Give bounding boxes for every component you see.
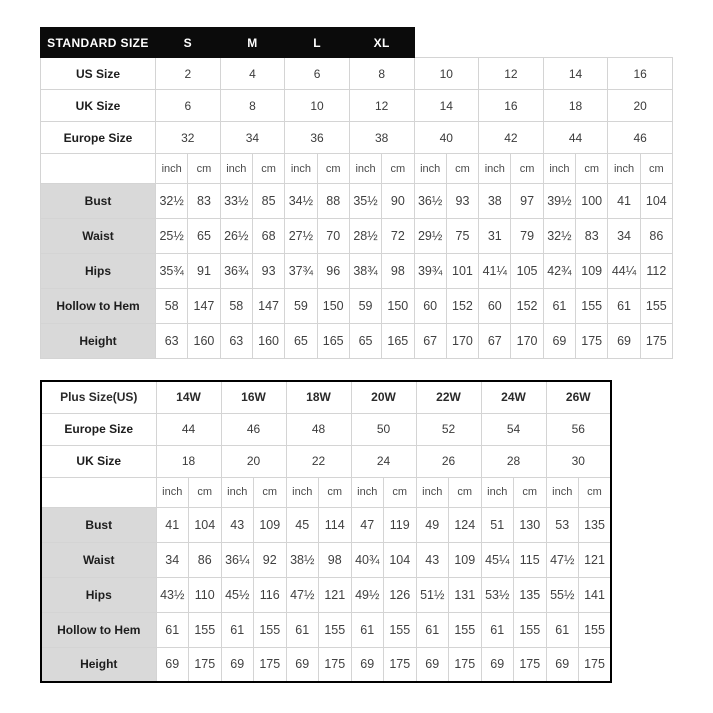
measurement-value: 32½ xyxy=(156,184,188,219)
measurement-value: 29½ xyxy=(414,219,446,254)
size-value: 32 xyxy=(156,122,221,154)
size-value: 44 xyxy=(543,122,608,154)
measurement-value: 155 xyxy=(640,289,672,324)
measurement-value: 61 xyxy=(543,289,575,324)
measurement-row xyxy=(41,612,611,647)
measurement-value: 150 xyxy=(317,289,349,324)
size-value: 14 xyxy=(414,90,479,122)
row-label: Hips xyxy=(41,577,156,612)
measurement-value: 61 xyxy=(416,612,449,647)
size-value: 10 xyxy=(285,90,350,122)
size-value: 24 xyxy=(351,445,416,477)
measurement-value: 37¾ xyxy=(285,254,317,289)
unit-label: inch xyxy=(156,154,188,184)
measurement-value: 175 xyxy=(384,647,417,682)
measurement-value: 165 xyxy=(382,324,414,359)
unit-label: inch xyxy=(221,477,254,507)
unit-label: cm xyxy=(252,154,284,184)
measurement-value: 40¾ xyxy=(351,542,384,577)
measurement-value: 67 xyxy=(479,324,511,359)
measurement-value: 85 xyxy=(252,184,284,219)
measurement-value: 155 xyxy=(449,612,482,647)
standard-grid xyxy=(40,27,673,359)
measurement-value: 69 xyxy=(543,324,575,359)
size-value: 10 xyxy=(414,58,479,90)
unit-label: cm xyxy=(319,477,352,507)
measurement-row xyxy=(41,219,673,254)
unit-label: inch xyxy=(351,477,384,507)
measurement-value: 34 xyxy=(608,219,640,254)
measurement-value: 105 xyxy=(511,254,543,289)
measurement-value: 28½ xyxy=(349,219,381,254)
measurement-value: 69 xyxy=(481,647,514,682)
measurement-value: 88 xyxy=(317,184,349,219)
row-label: Hollow to Hem xyxy=(41,289,156,324)
table-title: STANDARD SIZE xyxy=(41,28,156,58)
row-label: Plus Size(US) xyxy=(41,381,156,413)
size-value: 26W xyxy=(546,381,611,413)
measurement-value: 147 xyxy=(252,289,284,324)
unit-label: cm xyxy=(317,154,349,184)
measurement-value: 45¼ xyxy=(481,542,514,577)
measurement-value: 126 xyxy=(384,577,417,612)
size-value: 40 xyxy=(414,122,479,154)
measurement-value: 61 xyxy=(156,612,189,647)
unit-label: inch xyxy=(414,154,446,184)
measurement-value: 110 xyxy=(189,577,222,612)
measurement-value: 38½ xyxy=(286,542,319,577)
size-value: 30 xyxy=(546,445,611,477)
unit-label: cm xyxy=(514,477,547,507)
row-label: Waist xyxy=(41,219,156,254)
measurement-value: 67 xyxy=(414,324,446,359)
measurement-value: 43 xyxy=(416,542,449,577)
size-value: 14 xyxy=(543,58,608,90)
measurement-value: 155 xyxy=(254,612,287,647)
measurement-value: 90 xyxy=(382,184,414,219)
measurement-value: 124 xyxy=(449,507,482,542)
measurement-value: 53 xyxy=(546,507,579,542)
measurement-value: 58 xyxy=(220,289,252,324)
measurement-value: 47½ xyxy=(286,577,319,612)
measurement-value: 141 xyxy=(579,577,612,612)
measurement-value: 170 xyxy=(446,324,478,359)
size-group-label: L xyxy=(285,28,350,58)
size-value: 36 xyxy=(285,122,350,154)
unit-label: cm xyxy=(449,477,482,507)
measurement-value: 100 xyxy=(576,184,608,219)
measurement-value: 121 xyxy=(579,542,612,577)
measurement-value: 152 xyxy=(511,289,543,324)
measurement-value: 36¾ xyxy=(220,254,252,289)
size-group-label: S xyxy=(156,28,221,58)
size-value: 38 xyxy=(349,122,414,154)
row-label xyxy=(41,154,156,184)
size-value: 20 xyxy=(221,445,286,477)
measurement-value: 31 xyxy=(479,219,511,254)
size-row xyxy=(41,122,673,154)
measurement-value: 160 xyxy=(252,324,284,359)
measurement-value: 58 xyxy=(156,289,188,324)
measurement-value: 59 xyxy=(349,289,381,324)
measurement-value: 175 xyxy=(449,647,482,682)
row-label: Bust xyxy=(41,507,156,542)
table-header-row xyxy=(41,28,673,58)
measurement-value: 121 xyxy=(319,577,352,612)
measurement-value: 109 xyxy=(576,254,608,289)
measurement-value: 41 xyxy=(156,507,189,542)
size-value: 2 xyxy=(156,58,221,90)
measurement-value: 86 xyxy=(189,542,222,577)
size-value: 20W xyxy=(351,381,416,413)
unit-label: cm xyxy=(189,477,222,507)
measurement-row xyxy=(41,647,611,682)
measurement-value: 61 xyxy=(351,612,384,647)
measurement-value: 116 xyxy=(254,577,287,612)
row-label: Hips xyxy=(41,254,156,289)
unit-label: inch xyxy=(156,477,189,507)
measurement-value: 44¼ xyxy=(608,254,640,289)
size-value: 48 xyxy=(286,413,351,445)
measurement-value: 175 xyxy=(640,324,672,359)
measurement-value: 155 xyxy=(319,612,352,647)
measurement-value: 109 xyxy=(254,507,287,542)
measurement-value: 27½ xyxy=(285,219,317,254)
measurement-value: 160 xyxy=(188,324,220,359)
size-value: 50 xyxy=(351,413,416,445)
size-value: 18W xyxy=(286,381,351,413)
measurement-value: 39½ xyxy=(543,184,575,219)
unit-label: inch xyxy=(481,477,514,507)
measurement-value: 51 xyxy=(481,507,514,542)
row-label: UK Size xyxy=(41,445,156,477)
unit-label: cm xyxy=(254,477,287,507)
row-label: UK Size xyxy=(41,90,156,122)
row-label: Height xyxy=(41,647,156,682)
measurement-value: 86 xyxy=(640,219,672,254)
measurement-value: 101 xyxy=(446,254,478,289)
measurement-value: 61 xyxy=(608,289,640,324)
unit-label: inch xyxy=(608,154,640,184)
measurement-value: 42¾ xyxy=(543,254,575,289)
measurement-value: 175 xyxy=(319,647,352,682)
measurement-value: 98 xyxy=(382,254,414,289)
size-value: 12 xyxy=(349,90,414,122)
measurement-value: 39¾ xyxy=(414,254,446,289)
measurement-value: 36½ xyxy=(414,184,446,219)
unit-label: inch xyxy=(416,477,449,507)
row-label: Bust xyxy=(41,184,156,219)
row-label: Height xyxy=(41,324,156,359)
size-value: 20 xyxy=(608,90,673,122)
measurement-value: 150 xyxy=(382,289,414,324)
row-label: Hollow to Hem xyxy=(41,612,156,647)
size-value: 16 xyxy=(479,90,544,122)
measurement-value: 34 xyxy=(156,542,189,577)
measurement-value: 59 xyxy=(285,289,317,324)
size-value: 4 xyxy=(220,58,285,90)
measurement-value: 152 xyxy=(446,289,478,324)
measurement-value: 147 xyxy=(188,289,220,324)
plus-size-table xyxy=(40,380,612,683)
measurement-value: 109 xyxy=(449,542,482,577)
measurement-value: 175 xyxy=(514,647,547,682)
measurement-value: 53½ xyxy=(481,577,514,612)
standard-size-table xyxy=(40,27,673,359)
measurement-value: 83 xyxy=(188,184,220,219)
measurement-value: 135 xyxy=(579,507,612,542)
size-row xyxy=(41,445,611,477)
measurement-value: 69 xyxy=(351,647,384,682)
measurement-value: 41 xyxy=(608,184,640,219)
size-group-label: M xyxy=(220,28,285,58)
measurement-row xyxy=(41,184,673,219)
measurement-row xyxy=(41,577,611,612)
size-value: 34 xyxy=(220,122,285,154)
size-value: 54 xyxy=(481,413,546,445)
units-row xyxy=(41,477,611,507)
measurement-value: 170 xyxy=(511,324,543,359)
measurement-row xyxy=(41,289,673,324)
measurement-value: 175 xyxy=(254,647,287,682)
unit-label: cm xyxy=(188,154,220,184)
unit-label: inch xyxy=(543,154,575,184)
measurement-value: 114 xyxy=(319,507,352,542)
measurement-row xyxy=(41,507,611,542)
measurement-value: 49½ xyxy=(351,577,384,612)
measurement-value: 70 xyxy=(317,219,349,254)
size-value: 26 xyxy=(416,445,481,477)
unit-label: inch xyxy=(546,477,579,507)
measurement-value: 175 xyxy=(189,647,222,682)
unit-label: inch xyxy=(349,154,381,184)
measurement-value: 55½ xyxy=(546,577,579,612)
unit-label: cm xyxy=(446,154,478,184)
measurement-value: 155 xyxy=(514,612,547,647)
measurement-value: 175 xyxy=(576,324,608,359)
row-label: Waist xyxy=(41,542,156,577)
size-value: 8 xyxy=(349,58,414,90)
measurement-value: 112 xyxy=(640,254,672,289)
measurement-value: 35¾ xyxy=(156,254,188,289)
size-value: 28 xyxy=(481,445,546,477)
measurement-value: 41¼ xyxy=(479,254,511,289)
measurement-value: 69 xyxy=(156,647,189,682)
measurement-value: 104 xyxy=(640,184,672,219)
size-value: 52 xyxy=(416,413,481,445)
unit-label: inch xyxy=(285,154,317,184)
size-value: 42 xyxy=(479,122,544,154)
measurement-value: 38¾ xyxy=(349,254,381,289)
measurement-value: 69 xyxy=(608,324,640,359)
measurement-value: 98 xyxy=(319,542,352,577)
measurement-value: 45½ xyxy=(221,577,254,612)
measurement-value: 47 xyxy=(351,507,384,542)
measurement-value: 92 xyxy=(254,542,287,577)
measurement-row xyxy=(41,324,673,359)
unit-label: inch xyxy=(479,154,511,184)
unit-label: cm xyxy=(382,154,414,184)
size-value: 6 xyxy=(156,90,221,122)
measurement-value: 65 xyxy=(285,324,317,359)
measurement-value: 155 xyxy=(189,612,222,647)
measurement-value: 97 xyxy=(511,184,543,219)
measurement-value: 33½ xyxy=(220,184,252,219)
measurement-value: 79 xyxy=(511,219,543,254)
size-value: 22W xyxy=(416,381,481,413)
measurement-value: 49 xyxy=(416,507,449,542)
measurement-value: 130 xyxy=(514,507,547,542)
size-group-label: XL xyxy=(349,28,414,58)
measurement-value: 47½ xyxy=(546,542,579,577)
measurement-value: 61 xyxy=(546,612,579,647)
measurement-value: 35½ xyxy=(349,184,381,219)
measurement-value: 131 xyxy=(449,577,482,612)
size-value: 22 xyxy=(286,445,351,477)
unit-label: cm xyxy=(576,154,608,184)
measurement-row xyxy=(41,542,611,577)
size-value: 16 xyxy=(608,58,673,90)
size-value: 12 xyxy=(479,58,544,90)
measurement-value: 96 xyxy=(317,254,349,289)
measurement-value: 61 xyxy=(286,612,319,647)
measurement-value: 38 xyxy=(479,184,511,219)
size-value: 56 xyxy=(546,413,611,445)
measurement-value: 165 xyxy=(317,324,349,359)
measurement-value: 91 xyxy=(188,254,220,289)
measurement-value: 175 xyxy=(579,647,612,682)
measurement-value: 61 xyxy=(221,612,254,647)
measurement-value: 45 xyxy=(286,507,319,542)
measurement-value: 26½ xyxy=(220,219,252,254)
measurement-value: 83 xyxy=(576,219,608,254)
measurement-value: 69 xyxy=(286,647,319,682)
measurement-value: 93 xyxy=(446,184,478,219)
plus-grid xyxy=(40,380,612,683)
measurement-value: 63 xyxy=(156,324,188,359)
size-row xyxy=(41,90,673,122)
measurement-value: 65 xyxy=(188,219,220,254)
measurement-value: 36¼ xyxy=(221,542,254,577)
size-value: 46 xyxy=(608,122,673,154)
measurement-value: 65 xyxy=(349,324,381,359)
measurement-value: 51½ xyxy=(416,577,449,612)
measurement-value: 32½ xyxy=(543,219,575,254)
measurement-value: 69 xyxy=(416,647,449,682)
units-row xyxy=(41,154,673,184)
measurement-row xyxy=(41,254,673,289)
measurement-value: 155 xyxy=(576,289,608,324)
row-label xyxy=(41,477,156,507)
measurement-value: 155 xyxy=(384,612,417,647)
measurement-value: 60 xyxy=(414,289,446,324)
size-value: 46 xyxy=(221,413,286,445)
measurement-value: 69 xyxy=(546,647,579,682)
size-value: 18 xyxy=(543,90,608,122)
measurement-value: 34½ xyxy=(285,184,317,219)
measurement-value: 63 xyxy=(220,324,252,359)
size-row xyxy=(41,58,673,90)
measurement-value: 60 xyxy=(479,289,511,324)
measurement-value: 119 xyxy=(384,507,417,542)
row-label: Europe Size xyxy=(41,413,156,445)
size-value: 16W xyxy=(221,381,286,413)
measurement-value: 104 xyxy=(189,507,222,542)
measurement-value: 72 xyxy=(382,219,414,254)
measurement-value: 104 xyxy=(384,542,417,577)
size-value: 8 xyxy=(220,90,285,122)
size-value: 6 xyxy=(285,58,350,90)
measurement-value: 75 xyxy=(446,219,478,254)
measurement-value: 25½ xyxy=(156,219,188,254)
row-label: US Size xyxy=(41,58,156,90)
row-label: Europe Size xyxy=(41,122,156,154)
measurement-value: 61 xyxy=(481,612,514,647)
unit-label: cm xyxy=(640,154,672,184)
unit-label: cm xyxy=(579,477,612,507)
measurement-value: 135 xyxy=(514,577,547,612)
size-row xyxy=(41,381,611,413)
unit-label: cm xyxy=(511,154,543,184)
measurement-value: 43½ xyxy=(156,577,189,612)
unit-label: inch xyxy=(286,477,319,507)
measurement-value: 68 xyxy=(252,219,284,254)
size-value: 24W xyxy=(481,381,546,413)
measurement-value: 69 xyxy=(221,647,254,682)
measurement-value: 155 xyxy=(579,612,612,647)
measurement-value: 93 xyxy=(252,254,284,289)
size-value: 14W xyxy=(156,381,221,413)
measurement-value: 115 xyxy=(514,542,547,577)
measurement-value: 43 xyxy=(221,507,254,542)
unit-label: cm xyxy=(384,477,417,507)
size-value: 18 xyxy=(156,445,221,477)
size-row xyxy=(41,413,611,445)
size-value: 44 xyxy=(156,413,221,445)
unit-label: inch xyxy=(220,154,252,184)
